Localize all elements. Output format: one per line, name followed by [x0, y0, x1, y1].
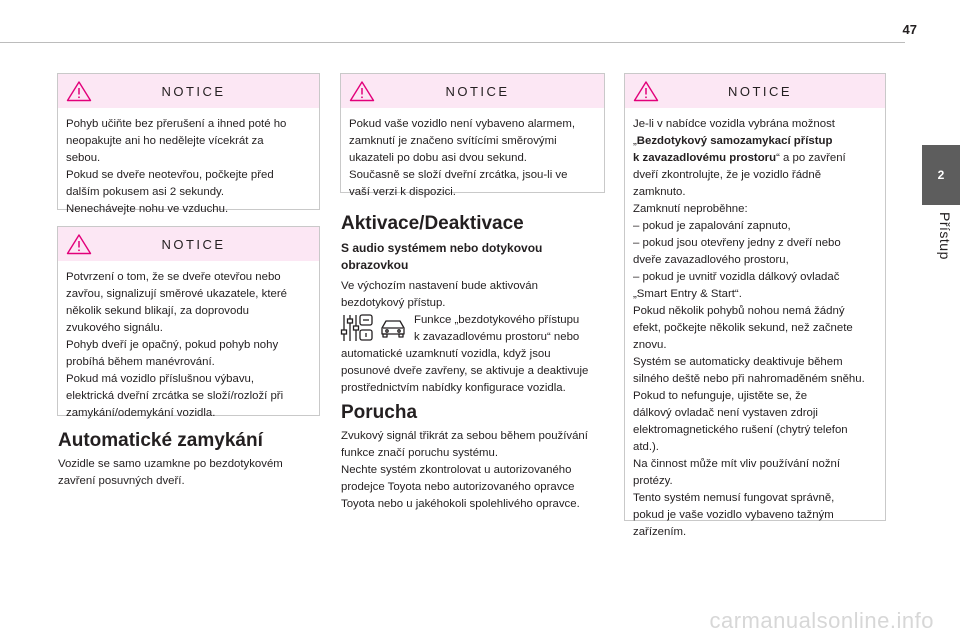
chapter-tab[interactable]: [922, 145, 960, 205]
chapter-tab-label: Přístup: [937, 212, 953, 260]
notice-body: [341, 108, 604, 209]
notice-header: [58, 74, 319, 108]
activation-text-2: automatické uzamknutí vozidla, když jsou posunové dveře zavřeny, se aktivuje a deaktivuje prostřednictvím nabídky konfigurace vozidla.: [341, 348, 589, 394]
activation-text-2-right: Funkce „bezdotykového přístupu k zavazadlovému prostoru“ nebo: [414, 314, 580, 343]
notice-title: NOTICE: [445, 83, 510, 99]
watermark: carmanualsonline.info: [709, 608, 934, 633]
notice-box-2: [57, 226, 320, 419]
activation-icons: [340, 312, 408, 344]
notice-header: [58, 227, 319, 261]
page-number: 47: [902, 22, 917, 37]
heading-auto-lock: Automatické zamykání: [58, 430, 263, 451]
warning-triangle-icon: [633, 80, 659, 102]
notice-text: Potvrzení o tom, že se dveře otevřou nebo zavřou, signalizují směrové ukazatele, které několik sekund blikají, za doprovodu zvukového signálu. Pohyb dveří je opačný, pokud pohyb nohy probíhá během manévrování. Pokud má vozidlo příslušnou výbavu, elektrická dveřní zrcátka se složí/rozloží při zamykání/odemykání vozidla.: [66, 271, 287, 419]
heading-fault: Porucha: [341, 402, 418, 423]
warning-triangle-icon: [349, 80, 375, 102]
notice-box-3: [340, 73, 605, 198]
notice-title: NOTICE: [161, 236, 226, 252]
notice-text: [633, 116, 875, 541]
fault-text: Zvukový signál třikrát za sebou během používání funkce značí poruchu systému. Nechte systém zkontrolovat u autorizovaného prodejce Toyota nebo autorizovaného opravce Toyota nebo u jakéhokoli spolehlivého opravce.: [341, 430, 588, 510]
top-divider: [0, 42, 905, 43]
activation-subheading: S audio systémem nebo dotykovou obrazovkou: [341, 241, 543, 272]
activation-text-1: Ve výchozím nastavení bude aktivován bezdotykový přístup.: [341, 280, 538, 309]
notice-box-1: [57, 73, 320, 215]
warning-triangle-icon: [66, 233, 92, 255]
notice-title: NOTICE: [161, 83, 226, 99]
notice-header: [341, 74, 604, 108]
notice-text: Pohyb učiňte bez přerušení a ihned poté ho neopakujte ani ho nedělejte vícekrát za sebou. Pokud se dveře neotevřou, počkejte před dalším pokusem asi 2 sekundy. Nenechávejte nohu ve vzduchu.: [66, 118, 287, 215]
notice-text-rest: “ a po zavření dveří zkontrolujte, že je vozidlo řádně zamknuto. Zamknutí neproběhne: – pokud je zapalování zapnuto, – pokud jsou otevřeny jedny z dveří nebo dveře zavazadlového prostoru, – pokud je uvnitř vozidla dálkový ovladač „Smart Entry & Start“. Pokud několik pohybů nohou nemá žádný efekt, počkejte několik sekund, než začnete znovu. Systém se automaticky deaktivuje během silného deště nebo při nahromaděném sněhu. Pokud to nefunguje, ujistěte se, že dálkový ovladač není vystaven zdroji elektromagnetického rušení (chytrý telefon atd.). Na činnost může mít vliv používání nožní protézy. Tento systém nemusí fungovat správně, pokud je vaše vozidlo vybaveno tažným zařízením.: [633, 152, 865, 538]
notice-box-4: [624, 73, 886, 538]
notice-text-emphasis: Bezdotykový samozamykací přístup k zavazadlovému prostoru: [633, 135, 833, 164]
heading-activation: Aktivace/Deaktivace: [341, 213, 524, 234]
notice-body: [58, 108, 319, 226]
settings-sliders-icon: [340, 312, 374, 344]
notice-body: [58, 261, 319, 430]
chapter-tab-number: 2: [937, 168, 945, 182]
warning-triangle-icon: [66, 80, 92, 102]
auto-lock-text: Vozidle se samo uzamkne po bezdotykovém zavření posuvných dveří.: [58, 458, 283, 487]
notice-text: Pokud vaše vozidlo není vybaveno alarmem, zamknutí je značeno svítícími směrovými ukazateli po dobu asi dvou sekund. Současně se složí dveřní zrcátka, jsou-li ve vaší verzi k dispozici.: [349, 118, 576, 198]
notice-body: [625, 108, 885, 549]
notice-title: NOTICE: [727, 83, 793, 99]
notice-text-intro: Je-li v nabídce vozidla vybrána možnost „: [633, 118, 835, 147]
notice-header: [625, 74, 885, 108]
car-icon: [378, 312, 408, 344]
